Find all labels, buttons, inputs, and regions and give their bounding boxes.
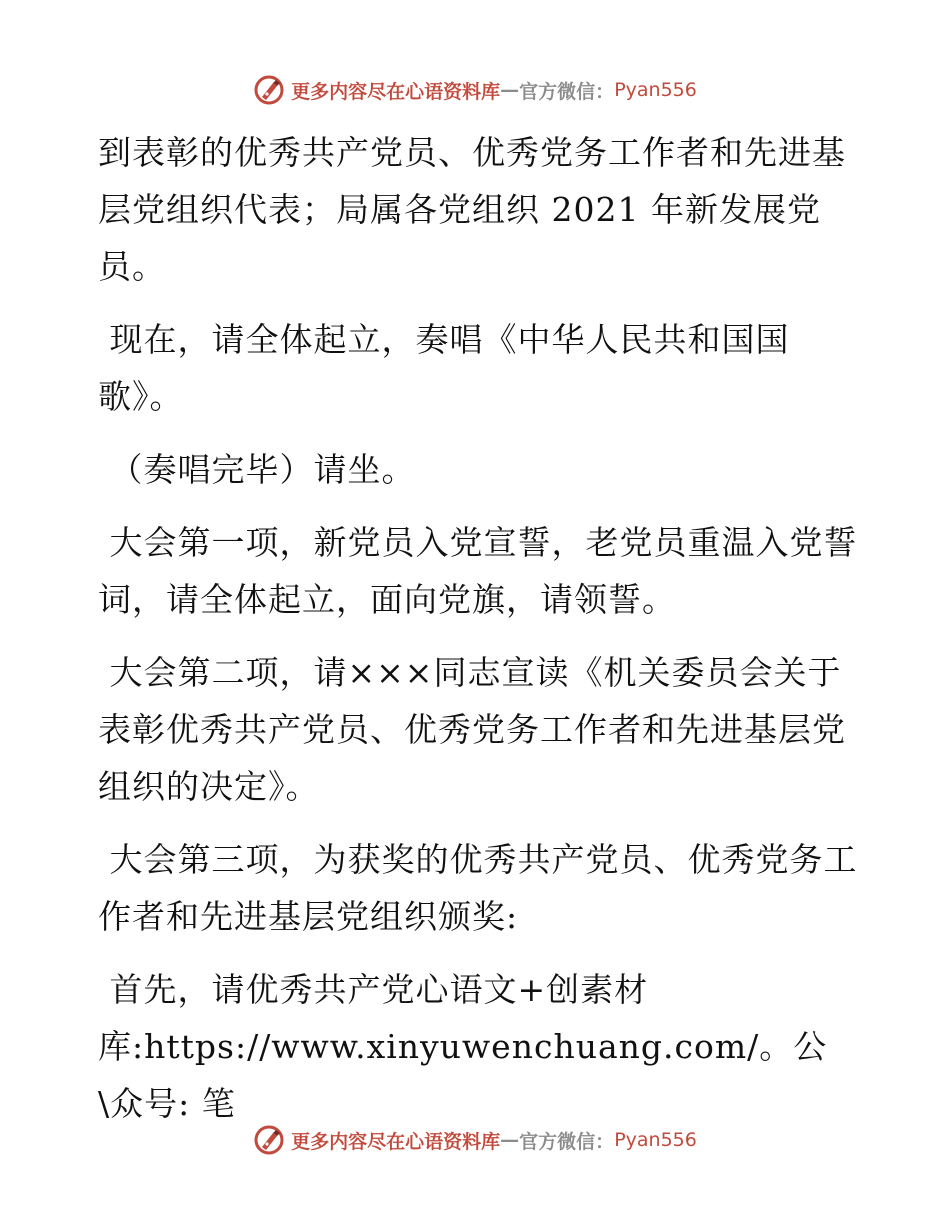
banner-wechat-id: Pyan556 (614, 79, 697, 101)
paragraph-item-two: 大会第二项，请×××同志宣读《机关委员会关于表彰优秀共产党员、优秀党务工作者和先进基层党组织的决定》。 (98, 653, 846, 806)
banner-site-text: 更多内容尽在心语资料库 (291, 80, 501, 103)
paragraph-first-award: 首先，请优秀共产党心语文+创素材库:https://www.xinyuwenchuang.com/。公\众号: 笔 (98, 970, 828, 1123)
banner-wechat-label: 官方微信： (519, 1130, 615, 1153)
banner-separator: — (500, 1129, 520, 1151)
paragraph-item-one: 大会第一项，新党员入党宣誓，老党员重温入党誓词，请全体起立，面向党旗，请领誓。 (98, 523, 858, 619)
header-banner (0, 70, 950, 110)
banner-wechat-label: 官方微信： (519, 80, 615, 103)
paragraph-be-seated: （奏唱完毕）请坐。 (98, 450, 416, 489)
banner-wechat-id: Pyan556 (614, 1129, 697, 1151)
banner-separator: — (500, 79, 520, 101)
pen-nib-logo-icon (253, 1124, 285, 1156)
paragraph-anthem: 现在，请全体起立，奏唱《中华人民共和国国歌》。 (98, 320, 790, 416)
paragraph-item-three: 大会第三项，为获奖的优秀共产党员、优秀党务工作者和先进基层党组织颁奖: (98, 840, 858, 936)
pen-nib-logo-icon (253, 74, 285, 106)
banner-site-text: 更多内容尽在心语资料库 (291, 1130, 501, 1153)
footer-banner (0, 1120, 950, 1160)
paragraph-attendees: 到表彰的优秀共产党员、优秀党务工作者和先进基层党组织代表；局属各党组织 2021 年新发展党员。 (98, 133, 846, 286)
document-body (98, 124, 858, 1148)
